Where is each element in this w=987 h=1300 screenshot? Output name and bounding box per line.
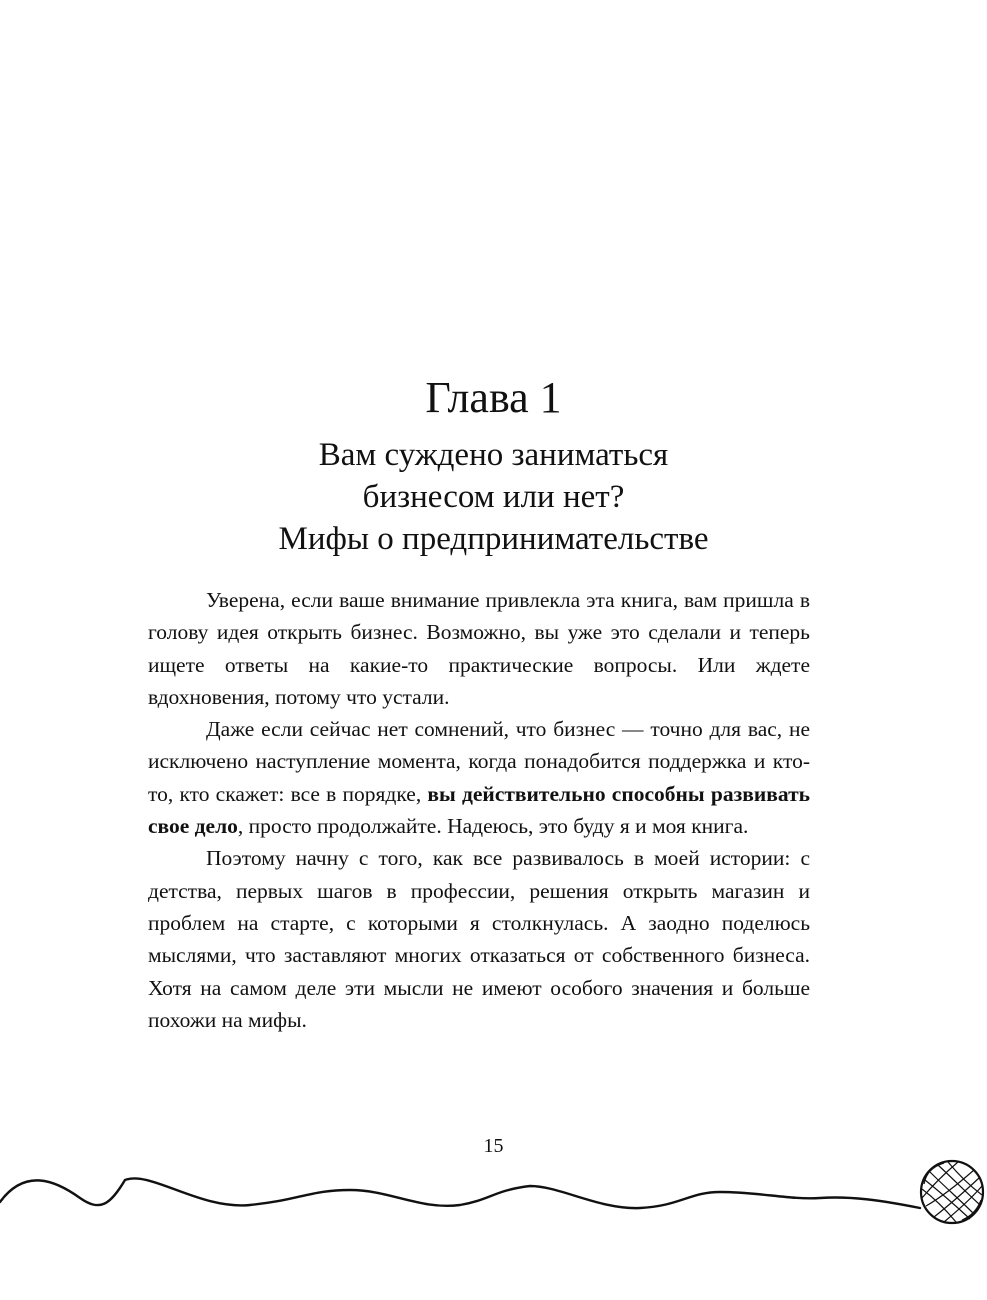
paragraph-1: Уверена, если ваше внимание привлекла эта книга, вам пришла в голову идея открыть бизнес. Возможно, вы уже это сделали и теперь ищете ответы на какие-то практические вопросы. Или ждете вдохновения, потому что устали. [148,588,810,709]
chapter-title-line-3: Мифы о предпринимательстве [278,521,709,557]
footer-decoration [0,1150,987,1230]
wavy-thread-line [0,1178,920,1208]
chapter-title-line-1: Вам суждено заниматься [318,437,669,473]
paragraph-2-emphasis: вы действительно способны развивать свое дело [148,781,810,839]
page-number: 15 [483,1135,504,1157]
paragraph-2-end: , просто продолжайте. Надеюсь, это буду я и моя книга. [237,814,749,839]
chapter-title [0,434,987,560]
chapter-title-line-2: бизнесом или нет? [362,479,625,515]
paragraph-2-start: Даже если сейчас нет сомнений, что бизнес — точно для вас, не исключено наступление момента, когда понадобится поддержка и кто-то, кто скажет: все в порядке, [148,717,810,806]
chapter-number: Глава 1 [425,373,562,422]
body-text [148,584,810,1036]
paragraph-3: Поэтому начну с того, как все развивалось в моей истории: с детства, первых шагов в профессии, решения открыть магазин и проблем на старте, с которыми я столкнулась. А заодно поделюсь мыслями, что заставляют многих отказаться от собственного бизнеса. Хотя на самом деле эти мысли не имеют особого значения и больше похожи на мифы. [148,846,810,1032]
paragraph-2 [148,713,810,842]
yarn-ball-icon [921,1161,983,1223]
